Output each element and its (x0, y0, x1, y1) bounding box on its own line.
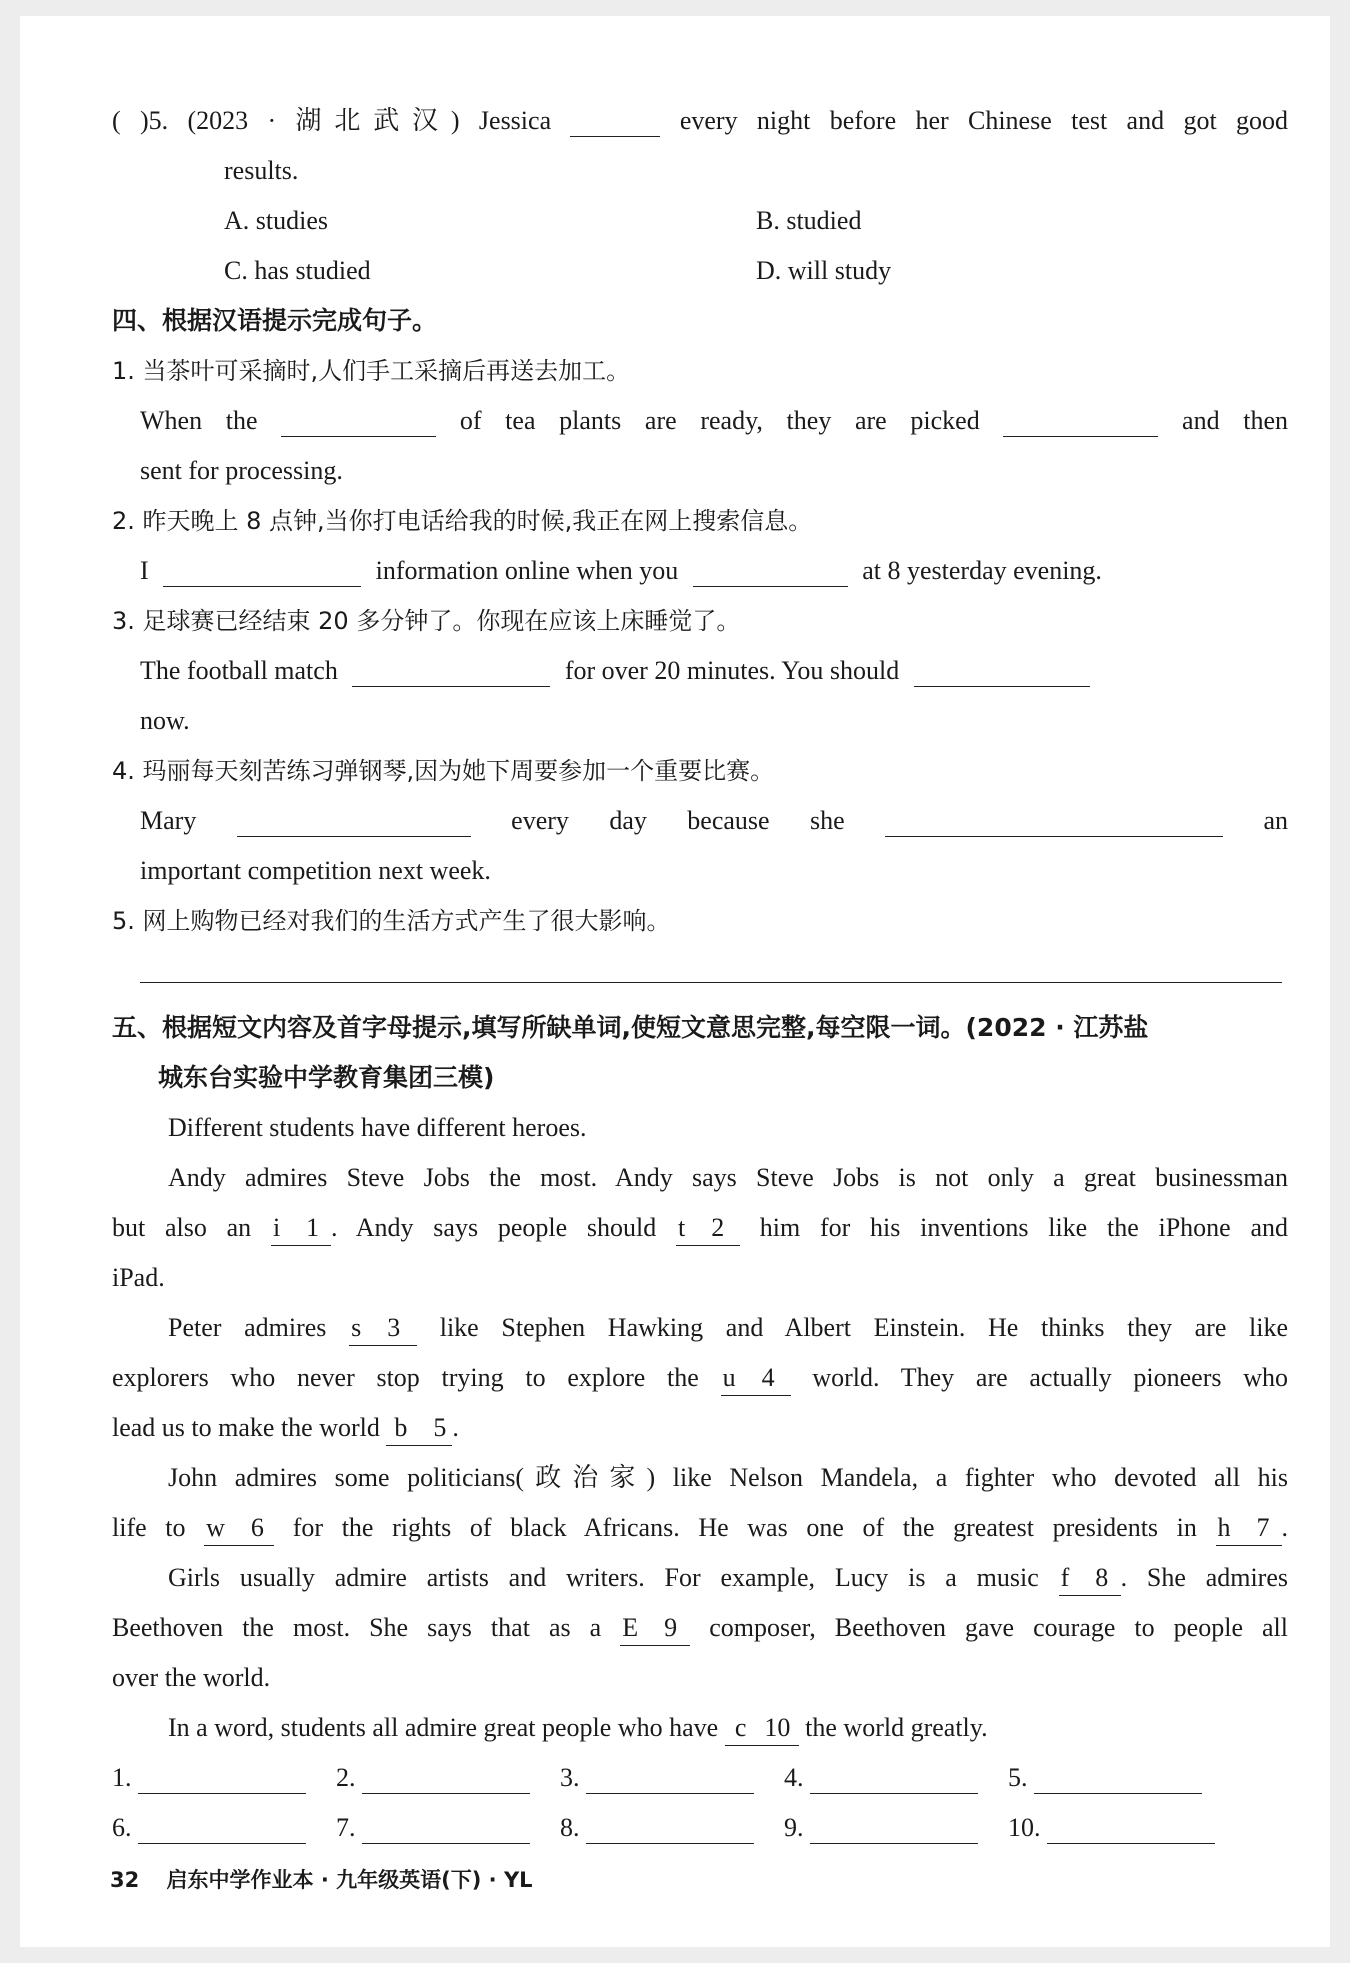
passage-para-2-line-2 (112, 1203, 1288, 1253)
answer-blank-4[interactable] (810, 1763, 978, 1794)
passage-para-6 (112, 1703, 1288, 1753)
passage-blank-6[interactable] (204, 1511, 274, 1546)
passage-blank-5[interactable] (386, 1411, 452, 1446)
answer-blank-7[interactable] (362, 1813, 530, 1844)
answer-label: 4. (784, 1763, 804, 1792)
option-d[interactable]: D. will study (756, 256, 892, 285)
answer-blank[interactable] (163, 556, 361, 587)
blank-hint-letter: h (1217, 1513, 1231, 1542)
answer-slot-3 (560, 1753, 784, 1803)
sentence-text: The football match (140, 656, 338, 685)
s4-item-3-continuation: now. (140, 706, 190, 735)
answer-label: 5. (1008, 1763, 1028, 1792)
answer-slot-10 (1008, 1803, 1232, 1853)
q5-options-row-2 (112, 246, 1288, 296)
passage-para-4-line-2 (112, 1503, 1288, 1553)
answer-blank[interactable] (1003, 406, 1158, 437)
answer-blank-5[interactable] (1034, 1763, 1202, 1794)
section-5-heading: 五、根据短文内容及首字母提示,填写所缺单词,使短文意思完整,每空限一词。(2022 · 江苏盐 (112, 1013, 1149, 1042)
answer-label: 6. (112, 1813, 132, 1842)
answer-blank-2[interactable] (362, 1763, 530, 1794)
option-b[interactable]: B. studied (756, 206, 862, 235)
answer-slot-8 (560, 1803, 784, 1853)
passage-para-3-line-3 (112, 1403, 1288, 1453)
passage-text: for the rights of black Africans. He was one of the greatest presidents in (292, 1513, 1197, 1542)
blank-number: 3 (387, 1313, 401, 1342)
sentence-text: for over 20 minutes. You should (564, 656, 900, 685)
passage-text: him for his inventions like the iPhone and (759, 1213, 1289, 1242)
blank-number: 1 (306, 1213, 320, 1242)
answer-blank[interactable] (885, 806, 1223, 837)
passage-para-3-line-1 (112, 1303, 1288, 1353)
s4-item-1-chinese: 1. 当茶叶可采摘时,人们手工采摘后再送去加工。 (112, 357, 631, 385)
passage-para-5-line-1 (112, 1553, 1288, 1603)
sentence-text: at 8 yesterday evening. (862, 556, 1102, 585)
answer-blank[interactable] (914, 656, 1090, 687)
answer-row-1 (112, 1753, 1288, 1803)
answer-blank-9[interactable] (810, 1813, 978, 1844)
passage-text: In a word, students all admire great people who have (168, 1713, 719, 1742)
q5-text: every night before her Chinese test and got good (679, 106, 1289, 135)
passage-para-5-line-2 (112, 1603, 1288, 1653)
blank-number: 5 (433, 1413, 447, 1442)
page-number: 32 (110, 1868, 140, 1892)
blank-hint-letter: w (206, 1513, 225, 1542)
answer-label: 8. (560, 1813, 580, 1842)
passage-text: world. They are actually pioneers who (812, 1363, 1289, 1392)
answer-blank-8[interactable] (586, 1813, 754, 1844)
blank-number: 2 (711, 1213, 725, 1242)
answer-blank[interactable] (281, 406, 436, 437)
blank-hint-letter: u (722, 1363, 736, 1392)
sentence-text: Mary (140, 806, 197, 835)
s4-item-4-sentence (112, 796, 1288, 846)
passage-text: like Stephen Hawking and Albert Einstein. He thinks they are like (439, 1313, 1289, 1342)
passage-text: explorers who never stop trying to explore the (112, 1363, 699, 1392)
passage-para-3-line-2 (112, 1353, 1288, 1403)
passage-para-5-line-3: over the world. (112, 1663, 271, 1692)
answer-blank-3[interactable] (586, 1763, 754, 1794)
blank-number: 7 (1256, 1513, 1270, 1542)
answer-row-2 (112, 1803, 1288, 1853)
section-4-heading: 四、根据汉语提示完成句子。 (112, 306, 438, 335)
answer-blank-10[interactable] (1047, 1813, 1215, 1844)
answer-slot-4 (784, 1753, 1008, 1803)
passage-text: . She admires (1120, 1563, 1289, 1592)
answer-slot-9 (784, 1803, 1008, 1853)
blank-hint-letter: f (1060, 1563, 1070, 1592)
answer-label: 2. (336, 1763, 356, 1792)
s4-item-4-continuation: important competition next week. (140, 856, 491, 885)
q5-blank[interactable] (570, 106, 660, 137)
passage-text: life to (112, 1513, 186, 1542)
passage-text: . (452, 1413, 459, 1442)
s4-item-1-sentence (112, 396, 1288, 446)
sentence-text: When the (140, 406, 258, 435)
sentence-text: information online when you (375, 556, 679, 585)
passage-blank-4[interactable] (721, 1361, 791, 1396)
passage-text: . (1281, 1513, 1289, 1542)
passage-text: lead us to make the world (112, 1413, 380, 1442)
passage-blank-10[interactable] (725, 1711, 799, 1746)
passage-text: but also an (112, 1213, 252, 1242)
passage-blank-3[interactable] (349, 1311, 417, 1346)
s4-item-1-continuation: sent for processing. (140, 456, 343, 485)
blank-hint-letter: i (272, 1213, 281, 1242)
passage-text: Beethoven the most. She says that as a (112, 1613, 602, 1642)
page-footer (110, 1864, 533, 1894)
passage-text: Peter admires (168, 1313, 327, 1342)
answer-slot-6 (112, 1803, 336, 1853)
s4-item-2-chinese: 2. 昨天晚上 8 点钟,当你打电话给我的时候,我正在网上搜索信息。 (112, 507, 813, 535)
blank-hint-letter: t (678, 1213, 686, 1242)
option-c[interactable]: C. has studied (224, 256, 371, 285)
answer-label: 3. (560, 1763, 580, 1792)
passage-para-2-line-3: iPad. (112, 1263, 165, 1292)
blank-hint-letter: E (622, 1613, 639, 1642)
answer-slot-5 (1008, 1753, 1232, 1803)
workbook-page (20, 16, 1330, 1947)
option-a[interactable]: A. studies (224, 206, 328, 235)
answer-slot-1 (112, 1753, 336, 1803)
q5-options-row-1 (112, 196, 1288, 246)
section-5-heading-source: 城东台实验中学教育集团三模) (158, 1063, 495, 1092)
s4-item-4-chinese: 4. 玛丽每天刻苦练习弹钢琴,因为她下周要参加一个重要比赛。 (112, 757, 775, 785)
sentence-text: of tea plants are ready, they are picked (459, 406, 980, 435)
blank-number: 4 (761, 1363, 775, 1392)
blank-hint-letter: c (734, 1713, 747, 1742)
answer-blank[interactable] (693, 556, 848, 587)
q5-prefix: ( )5. (2023 · 湖北武汉) Jessica (112, 106, 552, 135)
passage-blank-7[interactable] (1216, 1511, 1282, 1546)
passage-text: . Andy says people should (330, 1213, 657, 1242)
answer-label: 9. (784, 1813, 804, 1842)
passage-para-2-line-1: Andy admires Steve Jobs the most. Andy says Steve Jobs is not only a great businessman (168, 1163, 1288, 1192)
passage-blank-9[interactable] (620, 1611, 690, 1646)
sentence-text: and then (1182, 406, 1289, 435)
answer-slot-2 (336, 1753, 560, 1803)
blank-number: 10 (764, 1713, 791, 1742)
sentence-text: an (1263, 806, 1289, 835)
blank-hint-letter: s (351, 1313, 362, 1342)
blank-number: 9 (664, 1613, 678, 1642)
answer-blank-6[interactable] (138, 1813, 306, 1844)
answer-label: 1. (112, 1763, 132, 1792)
answer-blank-1[interactable] (138, 1763, 306, 1794)
blank-number: 8 (1095, 1563, 1109, 1592)
book-title: 启东中学作业本 · 九年级英语(下) · YL (166, 1868, 533, 1892)
passage-text: the world greatly. (805, 1713, 988, 1742)
passage-para-4-line-1: John admires some politicians(政治家) like Nelson Mandela, a fighter who devoted all his (168, 1463, 1288, 1492)
passage-blank-8[interactable] (1059, 1561, 1121, 1596)
blank-hint-letter: b (394, 1413, 408, 1442)
q5-continuation: results. (224, 156, 299, 185)
passage-text: composer, Beethoven gave courage to people all (709, 1613, 1288, 1642)
s4-item-5-chinese: 5. 网上购物已经对我们的生活方式产生了很大影响。 (112, 907, 671, 935)
s4-item-2-sentence (112, 546, 1288, 596)
answer-blank[interactable] (237, 806, 471, 837)
passage-para-1: Different students have different heroes. (168, 1113, 587, 1142)
passage-text: Girls usually admire artists and writers. For example, Lucy is a music (168, 1563, 1039, 1592)
s4-item-3-sentence (112, 646, 1288, 696)
sentence-text: I (140, 556, 149, 585)
answer-label: 10. (1008, 1813, 1041, 1842)
page-content (112, 96, 1288, 1853)
q5-line (112, 96, 1288, 146)
s4-item-3-chinese: 3. 足球赛已经结束 20 多分钟了。你现在应该上床睡觉了。 (112, 607, 741, 635)
passage-blank-2[interactable] (676, 1211, 740, 1246)
blank-number: 6 (250, 1513, 264, 1542)
answer-slot-7 (336, 1803, 560, 1853)
s4-item-5-answer-line[interactable] (140, 946, 1282, 983)
answer-blank[interactable] (352, 656, 550, 687)
sentence-text: every day because she (511, 806, 845, 835)
passage-blank-1[interactable] (271, 1211, 331, 1246)
answer-label: 7. (336, 1813, 356, 1842)
